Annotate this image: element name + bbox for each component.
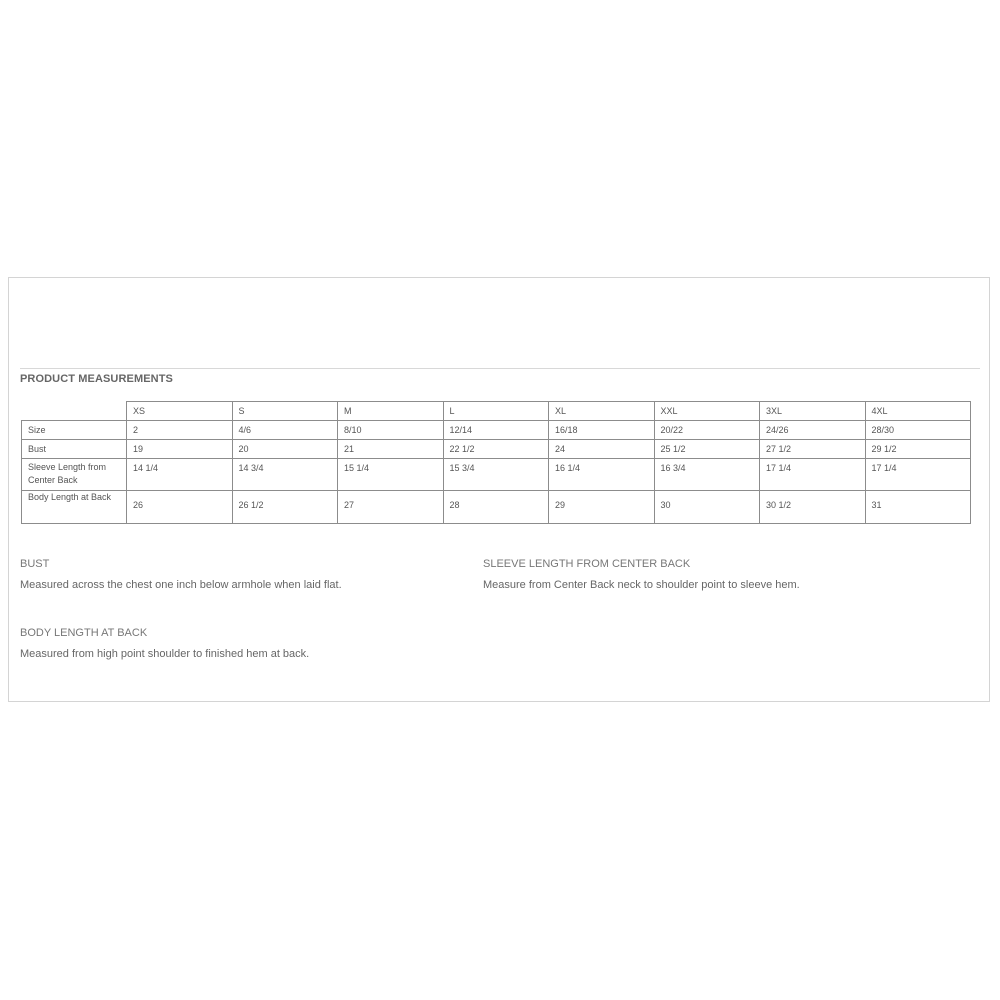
table-cell: 16/18 bbox=[549, 421, 655, 440]
table-cell: 30 1/2 bbox=[760, 491, 866, 524]
size-header-cell: S bbox=[232, 402, 338, 421]
table-cell: 24 bbox=[549, 440, 655, 459]
table-cell: 20 bbox=[232, 440, 338, 459]
table-cell: 14 3/4 bbox=[232, 459, 338, 491]
table-row-bust bbox=[22, 440, 971, 459]
size-header-cell: XL bbox=[549, 402, 655, 421]
table-row-body-length bbox=[22, 491, 971, 524]
product-measurements-panel bbox=[8, 277, 990, 702]
table-cell: 24/26 bbox=[760, 421, 866, 440]
section-title: PRODUCT MEASUREMENTS bbox=[20, 373, 173, 385]
table-cell: 27 1/2 bbox=[760, 440, 866, 459]
row-label: Body Length at Back bbox=[22, 491, 127, 524]
table-corner-cell bbox=[22, 402, 127, 421]
size-header-row bbox=[22, 402, 971, 421]
table-cell: 16 3/4 bbox=[654, 459, 760, 491]
bust-definition-title: BUST bbox=[20, 558, 50, 570]
table-cell: 17 1/4 bbox=[865, 459, 971, 491]
table-cell: 29 1/2 bbox=[865, 440, 971, 459]
table-cell: 31 bbox=[865, 491, 971, 524]
table-cell: 8/10 bbox=[338, 421, 444, 440]
table-cell: 16 1/4 bbox=[549, 459, 655, 491]
table-cell: 19 bbox=[127, 440, 233, 459]
table-cell: 27 bbox=[338, 491, 444, 524]
table-row-size bbox=[22, 421, 971, 440]
table-cell: 29 bbox=[549, 491, 655, 524]
table-cell: 12/14 bbox=[443, 421, 549, 440]
table-cell: 14 1/4 bbox=[127, 459, 233, 491]
table-cell: 4/6 bbox=[232, 421, 338, 440]
body-length-definition-text: Measured from high point shoulder to finished hem at back. bbox=[20, 648, 310, 660]
row-label: Sleeve Length from Center Back bbox=[22, 459, 127, 491]
sleeve-length-definition-text: Measure from Center Back neck to shoulder point to sleeve hem. bbox=[483, 579, 800, 591]
table-row-sleeve-length bbox=[22, 459, 971, 491]
row-label: Bust bbox=[22, 440, 127, 459]
size-header-cell: L bbox=[443, 402, 549, 421]
measurements-table bbox=[21, 401, 971, 524]
size-header-cell: 3XL bbox=[760, 402, 866, 421]
table-cell: 28/30 bbox=[865, 421, 971, 440]
size-header-cell: M bbox=[338, 402, 444, 421]
size-header-cell: 4XL bbox=[865, 402, 971, 421]
sleeve-length-definition-title: SLEEVE LENGTH FROM CENTER BACK bbox=[483, 558, 691, 570]
table-cell: 30 bbox=[654, 491, 760, 524]
table-cell: 15 1/4 bbox=[338, 459, 444, 491]
table-cell: 26 bbox=[127, 491, 233, 524]
table-cell: 17 1/4 bbox=[760, 459, 866, 491]
table-cell: 25 1/2 bbox=[654, 440, 760, 459]
size-header-cell: XS bbox=[127, 402, 233, 421]
table-cell: 20/22 bbox=[654, 421, 760, 440]
table-cell: 28 bbox=[443, 491, 549, 524]
table-cell: 26 1/2 bbox=[232, 491, 338, 524]
body-length-definition-title: BODY LENGTH AT BACK bbox=[20, 627, 148, 639]
table-cell: 21 bbox=[338, 440, 444, 459]
row-label: Size bbox=[22, 421, 127, 440]
table-cell: 2 bbox=[127, 421, 233, 440]
table-cell: 15 3/4 bbox=[443, 459, 549, 491]
size-header-cell: XXL bbox=[654, 402, 760, 421]
bust-definition-text: Measured across the chest one inch below armhole when laid flat. bbox=[20, 579, 342, 591]
table-cell: 22 1/2 bbox=[443, 440, 549, 459]
section-divider bbox=[20, 368, 980, 369]
